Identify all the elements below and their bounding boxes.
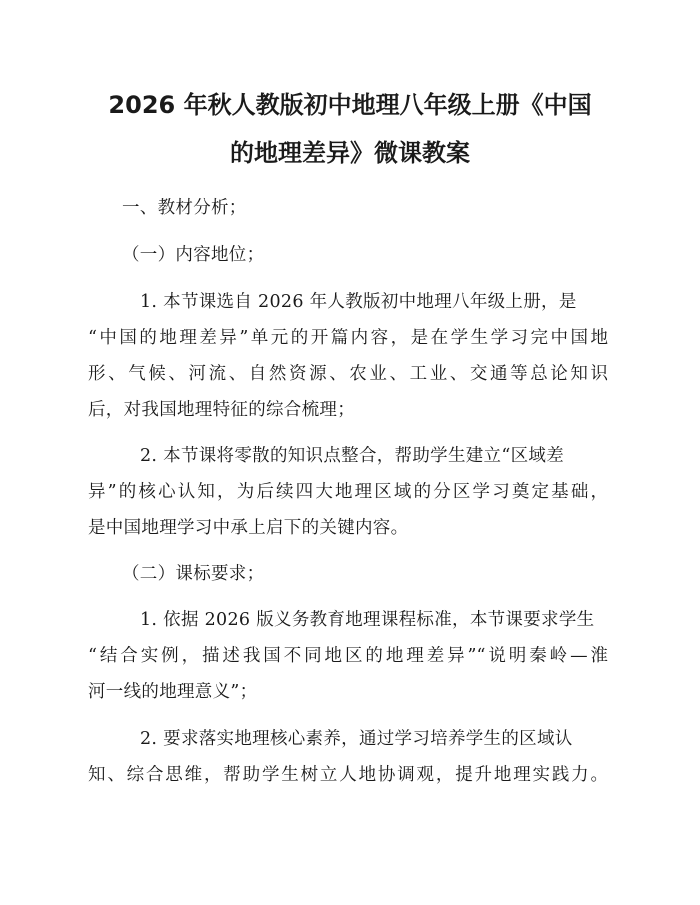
paragraph-1-line-3: 形、气候、河流、自然资源、农业、工业、交通等总论知识 bbox=[88, 364, 608, 384]
section-heading-textbook-analysis: 一、教材分析； bbox=[122, 198, 247, 218]
paragraph-1-line-1: 1. 本节课选自 2026 年人教版初中地理八年级上册，是 bbox=[140, 292, 577, 312]
document-title-line-1: 2026 年秋人教版初中地理八年级上册《中国 bbox=[108, 91, 592, 119]
document-title-line-2: 的地理差异》微课教案 bbox=[230, 139, 470, 167]
paragraph-2-line-2: 异”的核心认知，为后续四大地理区域的分区学习奠定基础， bbox=[88, 482, 608, 502]
paragraph-3-line-2: “结合实例，描述我国不同地区的地理差异”“说明秦岭—淮 bbox=[88, 646, 608, 666]
subsection-heading-curriculum-requirements: （二）课标要求； bbox=[122, 564, 265, 584]
paragraph-2-line-3: 是中国地理学习中承上启下的关键内容。 bbox=[88, 518, 409, 538]
paragraph-1-line-2: “中国的地理差异”单元的开篇内容，是在学生学习完中国地 bbox=[88, 328, 608, 348]
paragraph-1-line-4: 后，对我国地理特征的综合梳理； bbox=[88, 400, 355, 420]
paragraph-3-line-3: 河一线的地理意义”； bbox=[88, 682, 258, 702]
paragraph-4-line-2: 知、综合思维，帮助学生树立人地协调观，提升地理实践力。 bbox=[88, 765, 608, 785]
paragraph-2-line-1: 2. 本节课将零散的知识点整合，帮助学生建立“区域差 bbox=[140, 446, 565, 466]
paragraph-4-line-1: 2. 要求落实地理核心素养，通过学习培养学生的区域认 bbox=[140, 729, 573, 749]
paragraph-3-line-1: 1. 依据 2026 版义务教育地理课程标准，本节课要求学生 bbox=[140, 610, 595, 630]
subsection-heading-content-position: （一）内容地位； bbox=[122, 245, 265, 265]
